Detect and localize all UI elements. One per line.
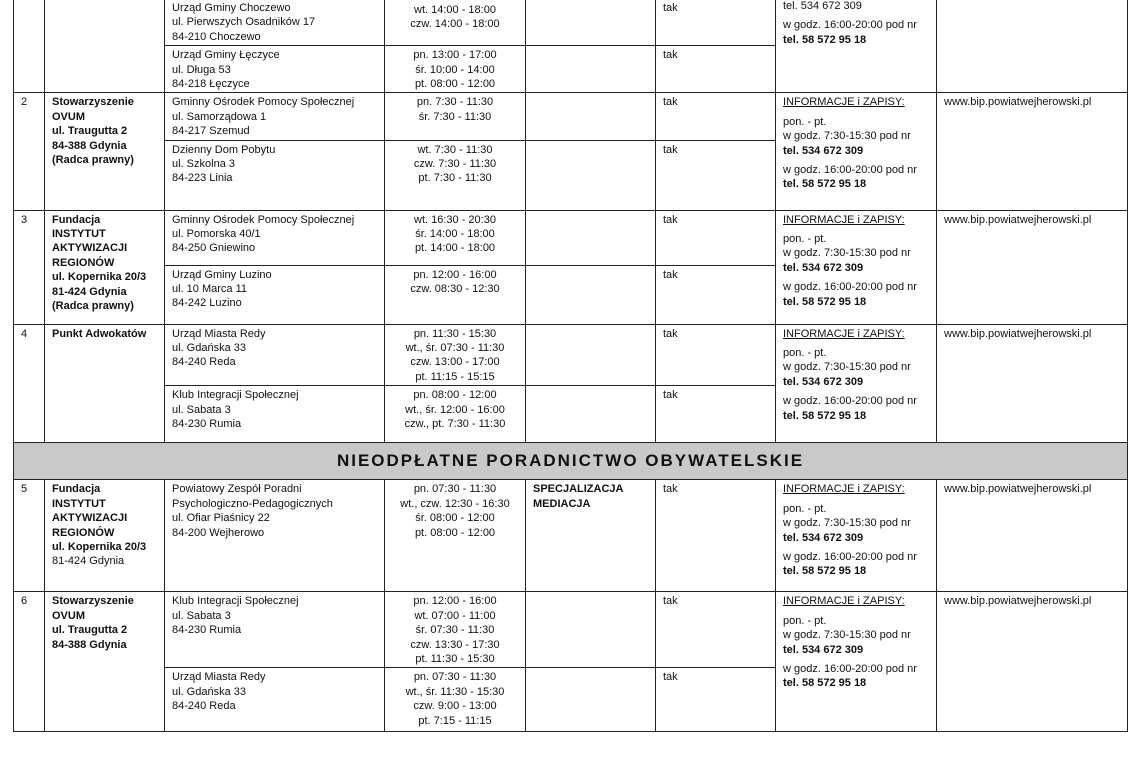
place-cell: Gminny Ośrodek Pomocy Społecznej ul. Pomorska 40/1 84-250 Gniewino bbox=[165, 210, 385, 265]
place-cell: Urząd Miasta Redy ul. Gdańska 33 84-240 Reda bbox=[165, 324, 385, 386]
website-link[interactable]: www.bip.powiatwejherowski.pl bbox=[937, 93, 1128, 210]
place-cell: Dzienny Dom Pobytu ul. Szkolna 3 84-223 Linia bbox=[165, 140, 385, 210]
hours-cell: pn. 7:30 - 11:30 śr. 7:30 - 11:30 bbox=[385, 93, 526, 140]
website-link[interactable]: www.bip.powiatwejherowski.pl bbox=[937, 324, 1128, 443]
info-cell: INFORMACJE i ZAPISY: pon. - pt. w godz. 7:30-15:30 pod nr tel. 534 672 309 w godz. 16:00-20:00 pod nr tel. 58 572 95 18 bbox=[776, 210, 937, 324]
hours-cell: pn. 13:00 - 17:00 śr. 10:00 - 14:00 pt. 08:00 - 12:00 bbox=[385, 46, 526, 93]
org-cell: Stowarzyszenie OVUM ul. Traugutta 2 84-388 Gdynia bbox=[45, 592, 165, 732]
place-cell: Gminny Ośrodek Pomocy Społecznej ul. Samorządowa 1 84-217 Szemud bbox=[165, 93, 385, 140]
website-link[interactable]: www.bip.powiatwejherowski.pl bbox=[937, 210, 1128, 324]
hours-cell: pn. 07:30 - 11:30 wt., śr. 11:30 - 15:30 czw. 9:00 - 13:00 pt. 7:15 - 11:15 bbox=[385, 668, 526, 732]
info-cell: INFORMACJE i ZAPISY: pon. - pt. w godz. 7:30-15:30 pod nr tel. 534 672 309 w godz. 16:00-20:00 pod nr tel. 58 572 95 18 bbox=[776, 324, 937, 443]
place-cell: Urząd Gminy Luzino ul. 10 Marca 11 84-242 Luzino bbox=[165, 265, 385, 324]
section-banner bbox=[14, 443, 1128, 480]
info-cell: INFORMACJE i ZAPISY: pon. - pt. w godz. 7:30-15:30 pod nr tel. 534 672 309 w godz. 16:00-20:00 pod nr tel. 58 572 95 18 bbox=[776, 93, 937, 210]
access-cell: tak bbox=[656, 265, 776, 324]
place-cell: Klub Integracji Społecznej ul. Sabata 3 84‑230 Rumia bbox=[165, 592, 385, 668]
access-cell: tak bbox=[656, 324, 776, 386]
access-cell: tak bbox=[656, 210, 776, 265]
table-row: 2 Stowarzyszenie OVUM ul. Traugutta 2 84-388 Gdynia (Radca prawny) Gminny Ośrodek Pomocy Społecznej ul. Samorządowa 1 84-217 Szemud pn. 7:30 - 11:30 śr. 7:30 - 11:30 tak INFORMACJE i ZAPISY: pon. - pt. w godz. 7:30-15:30 pod nr tel. 534 672 309 w godz. 16:00-20:00 pod nr tel. 58 572 95 18 www.bip.powiatwejherowski.pl bbox=[14, 93, 1128, 140]
access-cell: tak bbox=[656, 386, 776, 443]
org-cell: Stowarzyszenie OVUM ul. Traugutta 2 84-388 Gdynia (Radca prawny) bbox=[45, 93, 165, 210]
access-cell: tak bbox=[656, 93, 776, 140]
table-row: 4 Punkt Adwokatów Urząd Miasta Redy ul. Gdańska 33 84-240 Reda pn. 11:30 - 15:30 wt., śr. 07:30 - 11:30 czw. 13:00 - 17:00 pt. 11:15 - 15:15 tak INFORMACJE i ZAPISY: pon. - pt. w godz. 7:30-15:30 pod nr tel. 534 672 309 w godz. 16:00-20:00 pod nr tel. 58 572 95 18 www.bip.powiatwejherowski.pl bbox=[14, 324, 1128, 386]
place-cell: Urząd Miasta Redy ul. Gdańska 33 84-240 Reda bbox=[165, 668, 385, 732]
org-cell: Fundacja INSTYTUT AKTYWIZACJI REGIONÓW ul. Kopernika 20/3 81-424 Gdynia (Radca prawny) bbox=[45, 210, 165, 324]
access-cell: tak bbox=[656, 46, 776, 93]
specialization-cell: SPECJALIZACJA MEDIACJA bbox=[526, 480, 656, 592]
hours-cell: wt. 7:30 - 11:30 czw. 7:30 - 11:30 pt. 7:30 - 11:30 bbox=[385, 140, 526, 210]
info-cell: tel. 534 672 309 w godz. 16:00-20:00 pod nr tel. 58 572 95 18 bbox=[776, 0, 937, 93]
table-row: 5 Fundacja INSTYTUT AKTYWIZACJI REGIONÓW ul. Kopernika 20/3 81-424 Gdynia Powiatowy Zespół Poradni Psychologiczno-Pedagogicznych ul. Ofiar Piaśnicy 22 84-200 Wejherowo pn. 07:30 - 11:30 wt., czw. 12:30 - 16:30 śr. 08:00 - 12:00 pt. 08:00 - 12:00 SPECJALIZACJA MEDIACJA tak INFORMACJE i ZAPISY: pon. - pt. w godz. 7:30-15:30 pod nr tel. 534 672 309 w godz. 16:00-20:00 pod nr tel. 58 572 95 18 www.bip.powiatwejherowski.pl bbox=[14, 480, 1128, 592]
legal-aid-schedule-table bbox=[13, 0, 1128, 732]
access-cell: tak bbox=[656, 140, 776, 210]
website-link[interactable]: www.bip.powiatwejherowski.pl bbox=[937, 592, 1128, 732]
table-row bbox=[14, 0, 1128, 46]
hours-cell: wt. 16:30 - 20:30 śr. 14:00 - 18:00 pt. 14:00 - 18:00 bbox=[385, 210, 526, 265]
section-title: NIEODPŁATNE PORADNICTWO OBYWATELSKIE bbox=[14, 443, 1128, 480]
table-row: 3 Fundacja INSTYTUT AKTYWIZACJI REGIONÓW ul. Kopernika 20/3 81-424 Gdynia (Radca prawny) Gminny Ośrodek Pomocy Społecznej ul. Pomorska 40/1 84-250 Gniewino wt. 16:30 - 20:30 śr. 14:00 - 18:00 pt. 14:00 - 18:00 tak INFORMACJE i ZAPISY: pon. - pt. w godz. 7:30-15:30 pod nr tel. 534 672 309 w godz. 16:00-20:00 pod nr tel. 58 572 95 18 www.bip.powiatwejherowski.pl bbox=[14, 210, 1128, 265]
access-cell: tak bbox=[656, 592, 776, 668]
hours-cell: pn. 12:00 - 16:00 wt. 07:00 - 11:00 śr. 07:30 - 11:30 czw. 13:30 - 17:30 pt. 11:30 - 15:30 bbox=[385, 592, 526, 668]
place-cell: Powiatowy Zespół Poradni Psychologiczno-Pedagogicznych ul. Ofiar Piaśnicy 22 84-200 Wejherowo bbox=[165, 480, 385, 592]
access-cell: tak bbox=[656, 0, 776, 46]
hours-cell: pn. 12:00 - 16:00 czw. 08:30 - 12:30 bbox=[385, 265, 526, 324]
place-cell: Urząd Gminy Choczewo ul. Pierwszych Osadników 17 84-210 Choczewo bbox=[165, 0, 385, 46]
info-cell: INFORMACJE i ZAPISY: pon. - pt. w godz. 7:30-15:30 pod nr tel. 534 672 309 w godz. 16:00-20:00 pod nr tel. 58 572 95 18 bbox=[776, 592, 937, 732]
place-cell: Urząd Gminy Łęczyce ul. Długa 53 84-218 Łęczyce bbox=[165, 46, 385, 93]
org-cell: Punkt Adwokatów bbox=[45, 324, 165, 443]
hours-cell: pn. 11:30 - 15:30 wt., śr. 07:30 - 11:30 czw. 13:00 - 17:00 pt. 11:15 - 15:15 bbox=[385, 324, 526, 386]
access-cell: tak bbox=[656, 480, 776, 592]
hours-cell: pn. 07:30 - 11:30 wt., czw. 12:30 - 16:30 śr. 08:00 - 12:00 pt. 08:00 - 12:00 bbox=[385, 480, 526, 592]
hours-cell: wt. 14:00 - 18:00 czw. 14:00 - 18:00 bbox=[385, 0, 526, 46]
website-link[interactable]: www.bip.powiatwejherowski.pl bbox=[937, 480, 1128, 592]
info-cell: INFORMACJE i ZAPISY: pon. - pt. w godz. 7:30-15:30 pod nr tel. 534 672 309 w godz. 16:00-20:00 pod nr tel. 58 572 95 18 bbox=[776, 480, 937, 592]
hours-cell: pn. 08:00 - 12:00 wt., śr. 12:00 - 16:00 czw., pt. 7:30 - 11:30 bbox=[385, 386, 526, 443]
place-cell: Klub Integracji Społecznej ul. Sabata 3 84-230 Rumia bbox=[165, 386, 385, 443]
table-row: 6 Stowarzyszenie OVUM ul. Traugutta 2 84-388 Gdynia Klub Integracji Społecznej ul. Sabata 3 84‑230 Rumia pn. 12:00 - 16:00 wt. 07:00 - 11:00 śr. 07:30 - 11:30 czw. 13:30 - 17:30 pt. 11:30 - 15:30 tak INFORMACJE i ZAPISY: pon. - pt. w godz. 7:30-15:30 pod nr tel. 534 672 309 w godz. 16:00-20:00 pod nr tel. 58 572 95 18 www.bip.powiatwejherowski.pl bbox=[14, 592, 1128, 668]
org-cell: Fundacja INSTYTUT AKTYWIZACJI REGIONÓW ul. Kopernika 20/3 81-424 Gdynia bbox=[45, 480, 165, 592]
access-cell: tak bbox=[656, 668, 776, 732]
